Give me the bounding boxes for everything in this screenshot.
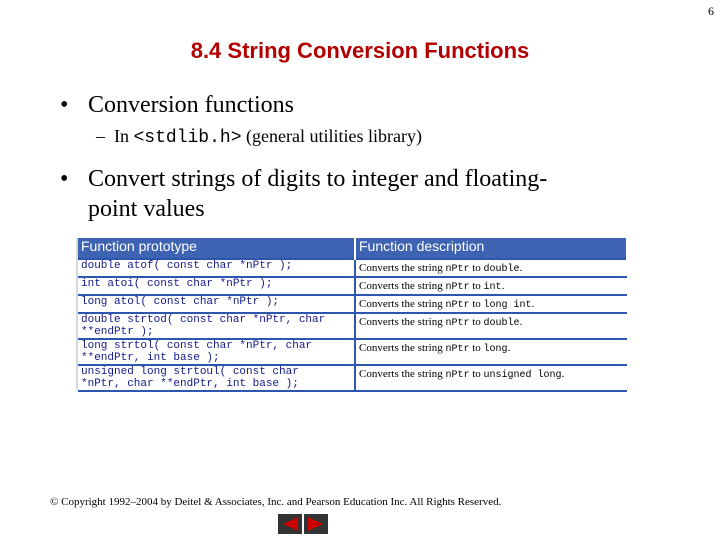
slide-title: 8.4 String Conversion Functions	[190, 38, 530, 63]
table-row	[78, 313, 627, 339]
description-prefix: Converts the string	[359, 280, 443, 292]
description-code-param: nPtr	[445, 264, 470, 275]
description-mid: to	[472, 316, 481, 328]
description-prefix: Converts the string	[359, 342, 443, 354]
description-mid: to	[472, 368, 481, 380]
prototype-line: **endPtr, int base );	[81, 352, 220, 364]
description-code-param: nPtr	[445, 344, 470, 355]
page-number: 6	[708, 4, 714, 18]
description-end: .	[531, 298, 535, 310]
prototype-line: int atoi( const char *nPtr );	[81, 278, 273, 290]
bullet-dot: •	[60, 92, 69, 118]
previous-slide-button[interactable]	[278, 514, 302, 534]
function-prototype-cell	[78, 339, 355, 365]
description-code-param: nPtr	[445, 282, 470, 293]
function-prototype-cell	[78, 365, 355, 391]
prototype-line: *nPtr, char **endPtr, int base );	[81, 378, 299, 390]
description-code-param: nPtr	[445, 370, 470, 381]
description-prefix: Converts the string	[359, 262, 443, 274]
stdlib-header-code: <stdlib.h>	[133, 128, 242, 148]
description-mid: to	[472, 342, 481, 354]
prototype-line: **endPtr );	[81, 326, 154, 338]
description-end: .	[519, 262, 523, 274]
description-code-type: int	[483, 282, 502, 293]
function-description-cell	[355, 295, 627, 313]
description-prefix: Converts the string	[359, 368, 443, 380]
next-arrow-icon	[306, 516, 326, 532]
header-function-prototype: Function prototype	[78, 238, 355, 259]
description-prefix: Converts the string	[359, 298, 443, 310]
sub-bullet-suffix: (general utilities library)	[246, 126, 422, 146]
description-code-type: double	[483, 318, 520, 329]
function-description-cell	[355, 277, 627, 295]
prototype-line: long atol( const char *nPtr );	[81, 296, 280, 308]
function-description-cell	[355, 259, 627, 277]
bullet-text: Conversion functions	[88, 92, 294, 118]
bullet-text-line2: point values	[88, 196, 205, 222]
table-row	[78, 365, 627, 391]
function-prototype-cell	[78, 259, 355, 277]
function-description-cell	[355, 313, 627, 339]
sub-bullet-stdlib	[96, 126, 422, 148]
sub-bullet-prefix: In	[114, 126, 129, 146]
function-prototype-cell	[78, 295, 355, 313]
function-description-cell	[355, 365, 627, 391]
function-description-cell	[355, 339, 627, 365]
conversion-functions-table	[78, 238, 628, 392]
prototype-line: double strtod( const char *nPtr, char	[81, 314, 326, 326]
description-end: .	[507, 342, 511, 354]
description-end: .	[501, 280, 505, 292]
header-function-description: Function description	[355, 238, 627, 259]
table-header-row	[78, 238, 627, 259]
description-code-param: nPtr	[445, 318, 470, 329]
description-code-type: unsigned long	[483, 370, 562, 381]
previous-arrow-icon	[280, 516, 300, 532]
copyright-notice: © Copyright 1992–2004 by Deitel & Associates, Inc. and Pearson Education Inc. All Rights Reserved.	[50, 496, 502, 508]
prototype-line: unsigned long strtoul( const char	[81, 366, 299, 378]
description-code-type: long int	[483, 300, 532, 311]
description-end: .	[561, 368, 565, 380]
description-mid: to	[472, 298, 481, 310]
description-prefix: Converts the string	[359, 316, 443, 328]
table-row	[78, 339, 627, 365]
table-row	[78, 259, 627, 277]
description-code-param: nPtr	[445, 300, 470, 311]
bullet-dot: •	[60, 166, 69, 192]
prototype-line: long strtol( const char *nPtr, char	[81, 340, 313, 352]
sub-bullet-dash: –	[96, 126, 105, 146]
bullet-text-line1: Convert strings of digits to integer and floating-	[88, 166, 548, 192]
description-end: .	[519, 316, 523, 328]
next-slide-button[interactable]	[304, 514, 328, 534]
description-code-type: double	[483, 264, 520, 275]
description-mid: to	[472, 262, 481, 274]
function-prototype-cell	[78, 277, 355, 295]
description-mid: to	[472, 280, 481, 292]
table-row	[78, 277, 627, 295]
prototype-line: double atof( const char *nPtr );	[81, 260, 293, 272]
function-prototype-cell	[78, 313, 355, 339]
table-row	[78, 295, 627, 313]
description-code-type: long	[483, 344, 508, 355]
